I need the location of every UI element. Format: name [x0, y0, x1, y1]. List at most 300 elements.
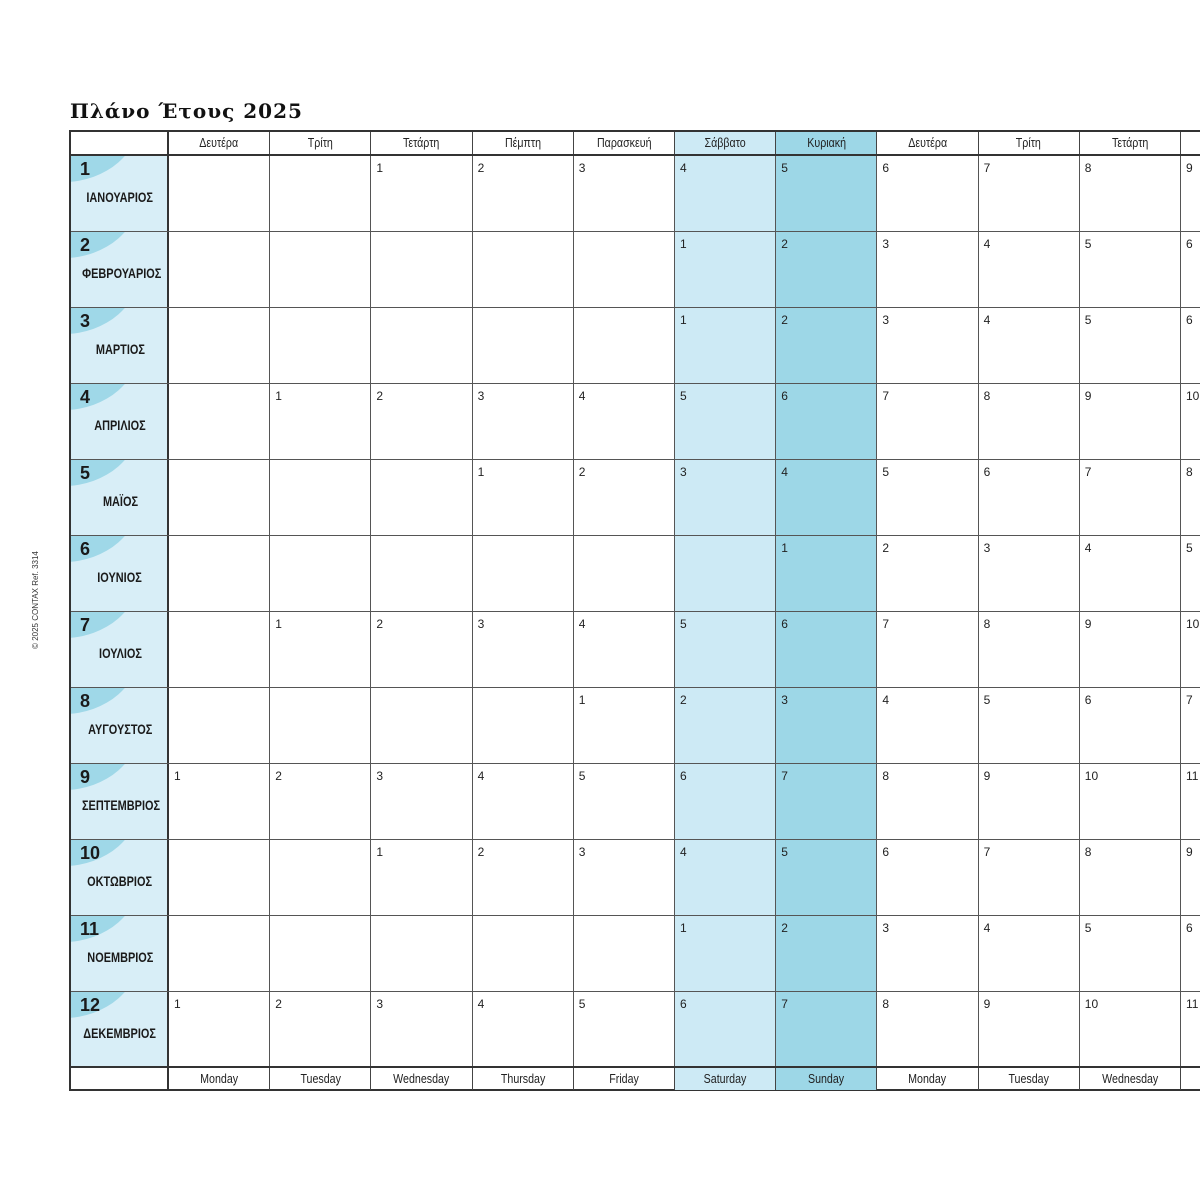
day-cell[interactable] — [371, 992, 472, 1067]
weekday-greek-label: Πέμπτη — [504, 135, 541, 150]
day-number: 3 — [477, 617, 485, 631]
day-cell[interactable] — [979, 384, 1080, 459]
day-number: 2 — [376, 617, 384, 631]
day-cell[interactable] — [473, 840, 574, 915]
day-number: 1 — [376, 161, 384, 175]
month-name-text: ΙΟΥΛΙΟΣ — [98, 645, 142, 661]
day-cell[interactable] — [776, 384, 877, 459]
day-cell[interactable] — [169, 384, 270, 459]
day-cell[interactable] — [473, 688, 574, 763]
day-cell[interactable] — [1181, 840, 1200, 915]
day-number: 4 — [680, 161, 687, 175]
month-number: 6 — [80, 539, 91, 559]
day-number: 2 — [578, 465, 586, 479]
day-number: 11 — [1186, 997, 1199, 1011]
day-cell[interactable] — [1080, 992, 1181, 1067]
day-cell[interactable] — [776, 840, 877, 915]
day-cell[interactable] — [1080, 764, 1181, 839]
weekday-greek-label: Τετάρτη — [1111, 135, 1149, 150]
day-cell[interactable] — [776, 916, 877, 991]
day-cell[interactable] — [169, 536, 270, 611]
day-cell[interactable] — [675, 460, 776, 535]
day-cell[interactable] — [169, 308, 270, 383]
day-cell[interactable] — [1080, 688, 1181, 763]
day-number: 7 — [882, 617, 890, 631]
day-cell[interactable] — [877, 992, 978, 1067]
day-cell[interactable] — [270, 612, 371, 687]
day-cell[interactable] — [877, 612, 978, 687]
month-number: 9 — [80, 767, 91, 787]
month-row — [71, 460, 1200, 536]
day-number: 4 — [578, 389, 586, 403]
day-cell[interactable] — [371, 460, 472, 535]
day-number: 5 — [1186, 541, 1193, 555]
day-number: 2 — [781, 237, 788, 251]
weekday-english-2 — [371, 1068, 472, 1090]
day-number: 6 — [680, 997, 687, 1011]
day-number: 4 — [477, 997, 485, 1011]
month-name — [71, 721, 169, 737]
day-cell[interactable] — [473, 308, 574, 383]
month-name-text: ΦΕΒΡΟΥΑΡΙΟΣ — [82, 265, 162, 281]
day-number: 3 — [781, 693, 788, 707]
day-cell[interactable] — [473, 384, 574, 459]
day-cell[interactable] — [169, 156, 270, 231]
day-cell[interactable] — [169, 992, 270, 1067]
day-number: 10 — [1186, 617, 1200, 631]
day-cell[interactable] — [169, 764, 270, 839]
day-cell[interactable] — [473, 536, 574, 611]
day-number: 6 — [781, 389, 788, 403]
day-cell[interactable] — [1080, 156, 1181, 231]
day-number: 11 — [1186, 769, 1199, 783]
weekday-greek-label: Δευτέρα — [908, 135, 947, 150]
day-cell[interactable] — [675, 384, 776, 459]
day-cell[interactable] — [169, 232, 270, 307]
day-number: 3 — [680, 465, 687, 479]
month-number: 3 — [80, 311, 91, 331]
day-number: 5 — [578, 769, 586, 783]
day-number: 1 — [477, 465, 485, 479]
day-number: 5 — [781, 161, 788, 175]
day-cell[interactable] — [979, 536, 1080, 611]
day-cell[interactable] — [979, 156, 1080, 231]
day-cell[interactable] — [371, 156, 472, 231]
day-number: 4 — [882, 693, 890, 707]
weekday-english-5 — [675, 1068, 776, 1090]
weekday-greek-8 — [979, 132, 1080, 154]
day-cell[interactable] — [574, 308, 675, 383]
weekday-english-label: Thursday — [500, 1071, 545, 1086]
day-number: 1 — [174, 769, 181, 783]
month-row — [71, 612, 1200, 688]
day-cell[interactable] — [675, 840, 776, 915]
month-name — [71, 417, 169, 433]
day-cell[interactable] — [675, 688, 776, 763]
day-cell[interactable] — [169, 916, 270, 991]
day-cell[interactable] — [1181, 308, 1200, 383]
weekday-greek-label: Κυριακή — [806, 135, 846, 150]
day-cell[interactable] — [1181, 156, 1200, 231]
day-number: 4 — [781, 465, 788, 479]
month-label — [71, 536, 169, 611]
weekday-english-9 — [1080, 1068, 1181, 1090]
day-number: 2 — [477, 845, 485, 859]
day-number: 2 — [882, 541, 890, 555]
planner-grid — [69, 130, 1200, 1091]
month-number: 4 — [80, 387, 91, 407]
weekday-greek-3 — [473, 132, 574, 154]
day-cell[interactable] — [371, 232, 472, 307]
day-cell[interactable] — [1080, 384, 1181, 459]
day-number: 3 — [578, 845, 586, 859]
day-number: 5 — [882, 465, 890, 479]
day-cell[interactable] — [473, 612, 574, 687]
day-cell[interactable] — [169, 688, 270, 763]
month-name — [71, 569, 169, 585]
weekday-english-6 — [776, 1068, 877, 1090]
day-number: 4 — [1084, 541, 1092, 555]
day-cell[interactable] — [574, 688, 675, 763]
month-label — [71, 156, 169, 231]
day-number: 6 — [1186, 921, 1193, 935]
day-cell[interactable] — [1181, 992, 1200, 1067]
day-cell[interactable] — [270, 384, 371, 459]
day-cell[interactable] — [574, 840, 675, 915]
day-cell[interactable] — [877, 232, 978, 307]
day-cell[interactable] — [1181, 460, 1200, 535]
day-cell[interactable] — [877, 916, 978, 991]
day-cell[interactable] — [371, 916, 472, 991]
day-cell[interactable] — [1080, 536, 1181, 611]
month-label — [71, 612, 169, 687]
month-row — [71, 232, 1200, 308]
weekday-greek-0 — [169, 132, 270, 154]
day-number: 3 — [376, 997, 384, 1011]
day-cell[interactable] — [270, 536, 371, 611]
day-number: 7 — [781, 997, 788, 1011]
day-number: 2 — [477, 161, 485, 175]
day-number: 2 — [376, 389, 384, 403]
day-cell[interactable] — [371, 536, 472, 611]
day-number: 1 — [174, 997, 181, 1011]
day-cell[interactable] — [473, 916, 574, 991]
month-number: 1 — [80, 159, 91, 179]
day-number: 5 — [1084, 237, 1092, 251]
month-name-text: ΔΕΚΕΜΒΡΙΟΣ — [83, 1025, 157, 1041]
month-name — [71, 493, 169, 509]
day-cell[interactable] — [473, 232, 574, 307]
month-name-text: ΑΠΡΙΛΙΟΣ — [94, 417, 146, 433]
page-title: Πλάνο Έτους 2025 — [70, 99, 303, 123]
weekday-greek-label: Τετάρτη — [403, 135, 440, 150]
day-cell[interactable] — [979, 232, 1080, 307]
day-cell[interactable] — [877, 460, 978, 535]
day-cell[interactable] — [574, 764, 675, 839]
day-cell[interactable] — [877, 840, 978, 915]
day-cell[interactable] — [270, 460, 371, 535]
day-number: 4 — [578, 617, 586, 631]
day-cell[interactable] — [1080, 840, 1181, 915]
weekday-greek-4 — [574, 132, 675, 154]
day-number: 5 — [983, 693, 991, 707]
month-name — [71, 949, 169, 965]
weekday-greek-label: Δευτέρα — [199, 135, 239, 150]
month-name — [71, 1025, 169, 1041]
day-cell[interactable] — [270, 992, 371, 1067]
day-cell[interactable] — [979, 612, 1080, 687]
day-cell[interactable] — [675, 156, 776, 231]
day-number: 7 — [882, 389, 890, 403]
day-cell[interactable] — [675, 308, 776, 383]
day-cell[interactable] — [877, 688, 978, 763]
month-name — [71, 797, 169, 813]
day-cell[interactable] — [776, 232, 877, 307]
day-number: 7 — [781, 769, 788, 783]
weekday-greek-7 — [877, 132, 978, 154]
copyright-note: © 2025 CONTAX Ref. 3314 — [31, 551, 40, 649]
weekday-english-label: Friday — [609, 1071, 639, 1086]
day-cell[interactable] — [270, 764, 371, 839]
month-number: 11 — [80, 919, 100, 939]
day-number: 5 — [680, 389, 687, 403]
month-row — [71, 384, 1200, 460]
day-number: 8 — [1084, 161, 1092, 175]
day-cell[interactable] — [574, 536, 675, 611]
day-number: 4 — [680, 845, 687, 859]
month-row — [71, 840, 1200, 916]
day-number: 8 — [983, 617, 991, 631]
day-number: 3 — [882, 921, 890, 935]
month-label — [71, 308, 169, 383]
day-number: 8 — [1186, 465, 1193, 479]
day-cell[interactable] — [574, 384, 675, 459]
day-cell[interactable] — [1181, 916, 1200, 991]
weekday-english-3 — [473, 1068, 574, 1090]
day-cell[interactable] — [574, 460, 675, 535]
day-number: 7 — [1186, 693, 1193, 707]
month-name-text: ΜΑΡΤΙΟΣ — [95, 341, 145, 357]
month-name-text: ΑΥΓΟΥΣΤΟΣ — [87, 721, 153, 737]
day-number: 2 — [275, 997, 282, 1011]
day-cell[interactable] — [574, 916, 675, 991]
day-cell[interactable] — [270, 916, 371, 991]
weekday-english-label: Tuesday — [300, 1071, 341, 1086]
day-cell[interactable] — [1080, 916, 1181, 991]
day-cell[interactable] — [979, 308, 1080, 383]
day-cell[interactable] — [1181, 612, 1200, 687]
day-cell[interactable] — [473, 992, 574, 1067]
day-cell[interactable] — [574, 612, 675, 687]
weekday-header-english — [71, 1066, 1200, 1090]
month-name-text: ΙΑΝΟΥΑΡΙΟΣ — [86, 189, 154, 205]
day-cell[interactable] — [877, 384, 978, 459]
day-cell[interactable] — [371, 840, 472, 915]
day-number: 6 — [983, 465, 991, 479]
weekday-english-1 — [270, 1068, 371, 1090]
month-label — [71, 840, 169, 915]
day-cell[interactable] — [877, 308, 978, 383]
day-number: 1 — [275, 389, 282, 403]
day-cell[interactable] — [371, 764, 472, 839]
day-number: 7 — [1084, 465, 1092, 479]
weekday-greek-5 — [675, 132, 776, 154]
month-label — [71, 688, 169, 763]
day-cell[interactable] — [776, 992, 877, 1067]
day-cell[interactable] — [169, 840, 270, 915]
month-row — [71, 536, 1200, 612]
day-cell[interactable] — [473, 764, 574, 839]
day-cell[interactable] — [776, 688, 877, 763]
day-cell[interactable] — [270, 308, 371, 383]
weekday-header-greek — [71, 132, 1200, 156]
day-cell[interactable] — [979, 688, 1080, 763]
day-cell[interactable] — [371, 308, 472, 383]
day-cell[interactable] — [1181, 764, 1200, 839]
day-number: 5 — [781, 845, 788, 859]
weekday-greek-10 — [1181, 132, 1200, 154]
weekday-greek-label: Παρασκευή — [596, 135, 652, 150]
day-number: 10 — [1186, 389, 1200, 403]
day-number: 2 — [781, 313, 788, 327]
day-cell[interactable] — [979, 764, 1080, 839]
day-cell[interactable] — [979, 460, 1080, 535]
day-cell[interactable] — [675, 536, 776, 611]
day-cell[interactable] — [776, 460, 877, 535]
day-number: 5 — [1084, 921, 1092, 935]
day-cell[interactable] — [1080, 232, 1181, 307]
month-row — [71, 992, 1200, 1068]
day-cell[interactable] — [1080, 308, 1181, 383]
day-cell[interactable] — [1181, 536, 1200, 611]
day-cell[interactable] — [473, 156, 574, 231]
day-cell[interactable] — [877, 156, 978, 231]
day-cell[interactable] — [169, 460, 270, 535]
day-cell[interactable] — [877, 536, 978, 611]
month-name — [71, 341, 169, 357]
day-number: 8 — [882, 997, 890, 1011]
day-cell[interactable] — [1181, 688, 1200, 763]
day-number: 10 — [1084, 769, 1099, 783]
day-cell[interactable] — [776, 764, 877, 839]
day-cell[interactable] — [270, 688, 371, 763]
day-number: 8 — [882, 769, 890, 783]
day-number: 7 — [983, 161, 991, 175]
day-number: 3 — [983, 541, 991, 555]
day-number: 3 — [477, 389, 485, 403]
day-cell[interactable] — [877, 764, 978, 839]
day-number: 4 — [477, 769, 485, 783]
weekday-greek-9 — [1080, 132, 1181, 154]
day-cell[interactable] — [270, 840, 371, 915]
month-label — [71, 764, 169, 839]
day-number: 3 — [882, 237, 890, 251]
day-cell[interactable] — [574, 156, 675, 231]
day-cell[interactable] — [979, 992, 1080, 1067]
weekday-english-7 — [877, 1068, 978, 1090]
day-cell[interactable] — [270, 156, 371, 231]
day-number: 3 — [882, 313, 890, 327]
day-cell[interactable] — [1181, 384, 1200, 459]
month-label — [71, 992, 169, 1067]
day-cell[interactable] — [776, 308, 877, 383]
month-name — [71, 265, 169, 281]
month-name — [71, 189, 169, 205]
month-number: 12 — [80, 995, 101, 1015]
day-cell[interactable] — [371, 612, 472, 687]
day-cell[interactable] — [675, 764, 776, 839]
day-number: 1 — [275, 617, 282, 631]
month-number: 5 — [80, 463, 91, 483]
day-cell[interactable] — [371, 384, 472, 459]
day-cell[interactable] — [169, 612, 270, 687]
day-number: 6 — [1186, 313, 1193, 327]
day-cell[interactable] — [979, 916, 1080, 991]
month-name — [71, 645, 169, 661]
day-cell[interactable] — [1181, 232, 1200, 307]
month-name-text: ΜΑΪΟΣ — [102, 493, 138, 509]
day-cell[interactable] — [473, 460, 574, 535]
weekday-greek-6 — [776, 132, 877, 154]
month-number: 2 — [80, 235, 91, 255]
day-number: 2 — [680, 693, 687, 707]
day-number: 9 — [1084, 617, 1092, 631]
day-cell[interactable] — [371, 688, 472, 763]
weekday-english-8 — [979, 1068, 1080, 1090]
weekday-greek-1 — [270, 132, 371, 154]
day-number: 9 — [1186, 161, 1193, 175]
month-name-text: ΣΕΠΤΕΜΒΡΙΟΣ — [82, 797, 161, 813]
day-cell[interactable] — [776, 612, 877, 687]
day-cell[interactable] — [574, 992, 675, 1067]
day-number: 9 — [983, 997, 991, 1011]
day-cell[interactable] — [1080, 460, 1181, 535]
day-cell[interactable] — [1080, 612, 1181, 687]
day-number: 2 — [275, 769, 282, 783]
day-number: 8 — [983, 389, 991, 403]
day-number: 6 — [781, 617, 788, 631]
day-cell[interactable] — [675, 916, 776, 991]
day-number: 4 — [983, 921, 991, 935]
month-name-text: ΝΟΕΜΒΡΙΟΣ — [86, 949, 154, 965]
day-cell[interactable] — [776, 536, 877, 611]
month-name-text: ΙΟΥΝΙΟΣ — [97, 569, 143, 585]
day-number: 9 — [983, 769, 991, 783]
month-name-text: ΟΚΤΩΒΡΙΟΣ — [87, 873, 153, 889]
month-number: 8 — [80, 691, 91, 711]
month-row — [71, 764, 1200, 840]
day-cell[interactable] — [574, 232, 675, 307]
weekday-english-label: Monday — [908, 1071, 947, 1086]
day-number: 1 — [680, 237, 687, 251]
month-row — [71, 916, 1200, 992]
weekday-english-label: Wednesday — [393, 1071, 450, 1086]
day-cell[interactable] — [675, 612, 776, 687]
day-number: 3 — [578, 161, 586, 175]
day-cell[interactable] — [675, 232, 776, 307]
day-cell[interactable] — [270, 232, 371, 307]
weekday-greek-label: Σάββατο — [704, 135, 746, 150]
day-cell[interactable] — [776, 156, 877, 231]
weekday-english-label: Tuesday — [1008, 1071, 1049, 1086]
day-cell[interactable] — [979, 840, 1080, 915]
day-number: 4 — [983, 313, 991, 327]
day-number: 1 — [578, 693, 586, 707]
month-label — [71, 916, 169, 991]
day-number: 6 — [882, 845, 890, 859]
day-cell[interactable] — [675, 992, 776, 1067]
month-label — [71, 232, 169, 307]
